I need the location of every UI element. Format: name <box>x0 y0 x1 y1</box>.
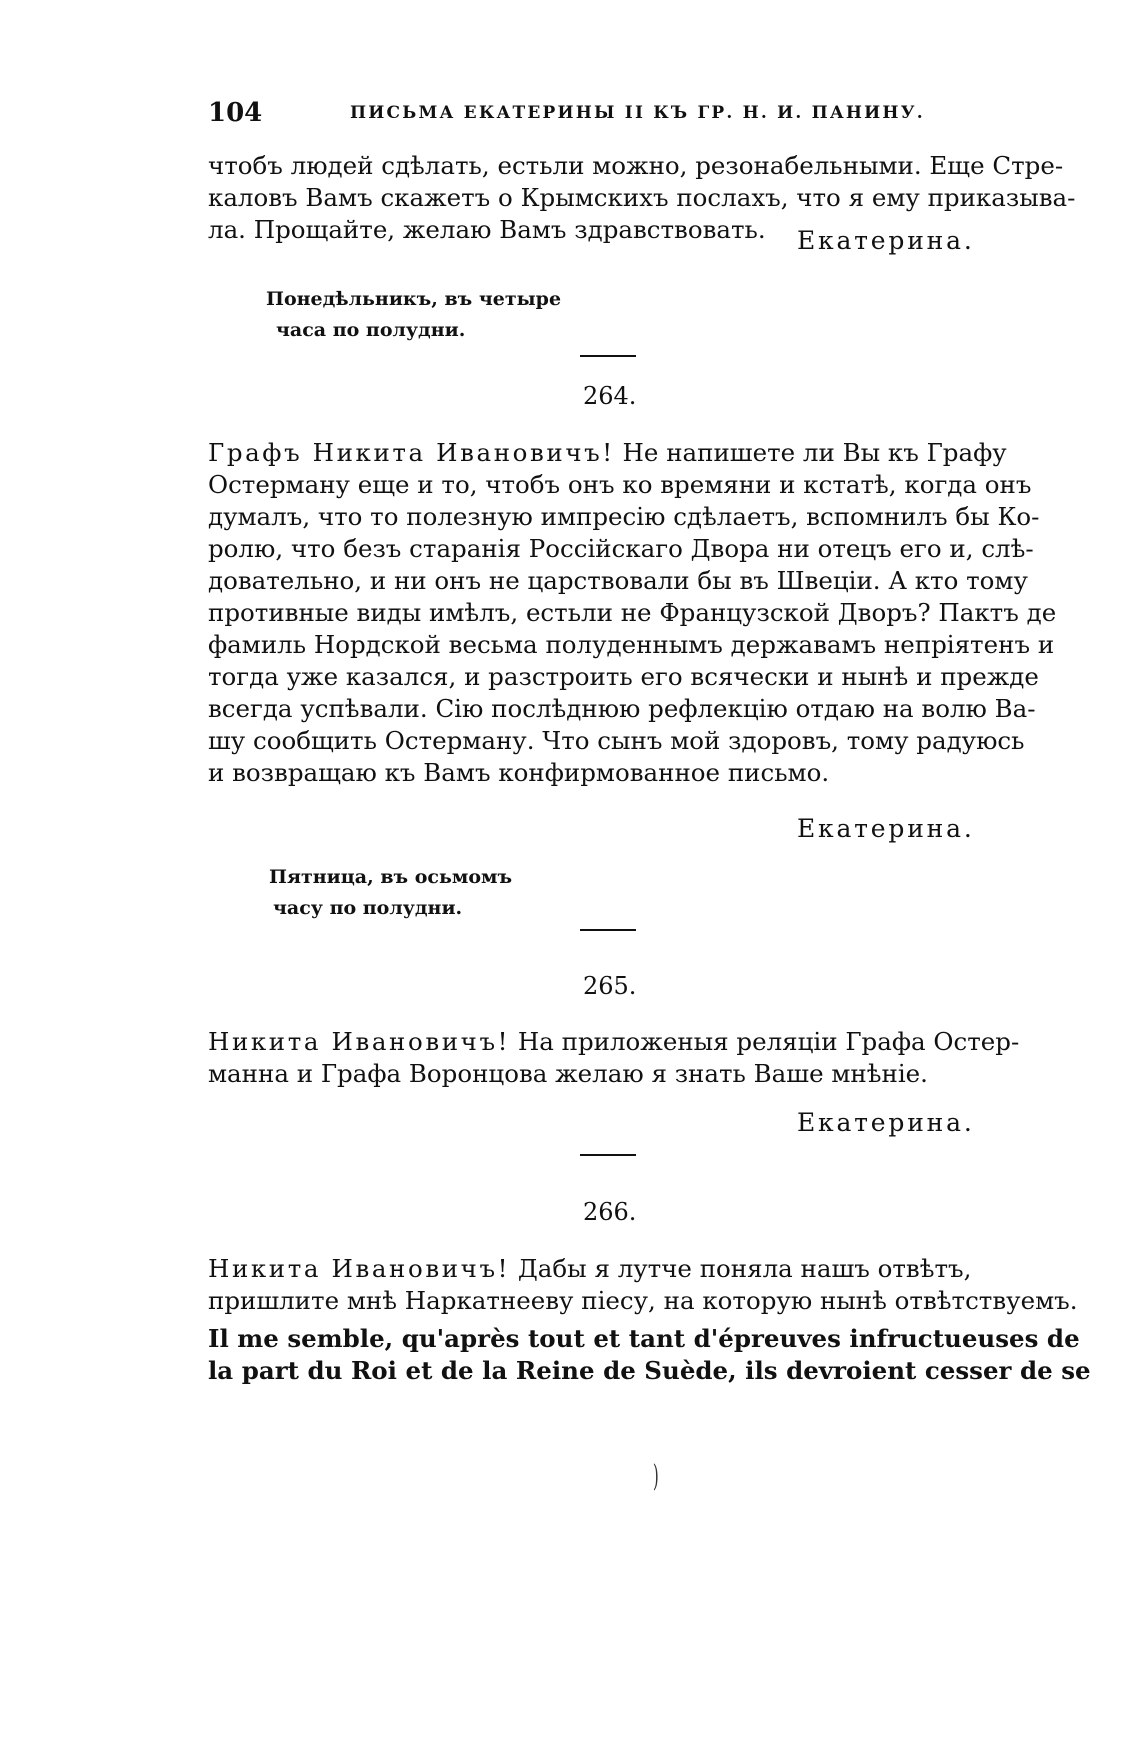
text-line <box>208 437 1007 469</box>
dateline <box>266 284 561 346</box>
section-divider <box>580 929 636 931</box>
text-line: манна и Графа Воронцова желаю я знать Ваше мнѣніе. <box>208 1059 928 1088</box>
text-line: шу сообщить Остерману. Что сынъ мой здоровъ, тому радуюсь <box>208 726 1025 755</box>
text-line: пришлите мнѣ Наркатнееву піесу, на которую нынѣ отвѣтствуемъ. <box>208 1286 1078 1315</box>
dateline-line: часа по полудни. <box>276 319 466 341</box>
dateline-line: часу по полудни. <box>273 897 463 919</box>
text-line: Остерману еще и то, чтобъ онъ ко времяни и кстатѣ, когда онъ <box>208 470 1032 499</box>
text-line <box>208 1253 972 1285</box>
dateline-line: Пятница, въ осьмомъ <box>269 866 513 888</box>
salutation: Графъ Никита Ивановичъ! <box>208 438 615 467</box>
signature: Екатерина. <box>797 814 975 843</box>
text-line: и возвращаю къ Вамъ конфирмованное письмо. <box>208 758 830 787</box>
text-line: Il me semble, qu'après tout et tant d'épreuves infructueuses de <box>208 1324 1080 1353</box>
stray-ink-mark: ) <box>652 1459 659 1494</box>
letter-number: 264. <box>583 382 637 410</box>
text-line: чтобъ людей сдѣлать, естьли можно, резонабельными. Еще Стре- <box>208 151 1064 180</box>
text-line: каловъ Вамъ скажетъ о Крымскихъ послахъ, что я ему приказыва- <box>208 183 1076 212</box>
letter-264-body <box>208 437 1057 789</box>
salutation: Никита Ивановичъ! <box>208 1254 511 1283</box>
text-line: думалъ, что то полезную импресію сдѣлаетъ, вспомнилъ бы Ко- <box>208 502 1040 531</box>
french-paragraph <box>208 1323 1091 1387</box>
dateline <box>269 862 512 924</box>
signature: Екатерина. <box>797 226 975 255</box>
letter-266-body <box>208 1253 1078 1317</box>
text-line: ла. Прощайте, желаю Вамъ здравствовать. <box>208 215 766 244</box>
letter-265-body <box>208 1026 1020 1090</box>
text-line: тогда уже казался, и разстроить его всячески и нынѣ и прежде <box>208 662 1039 691</box>
running-head: ПИСЬМА ЕКАТЕРИНЫ II КЪ ГР. Н. И. ПАНИНУ. <box>350 103 925 123</box>
text-line: противные виды имѣлъ, естьли не Французской Дворъ? Пактъ де <box>208 598 1057 627</box>
signature: Екатерина. <box>797 1108 975 1137</box>
text-line <box>208 1026 1020 1058</box>
page-header <box>208 98 960 128</box>
letter-number: 265. <box>583 972 637 1000</box>
letter-number: 266. <box>583 1198 637 1226</box>
text-fragment: На приложеныя реляціи Графа Остер- <box>517 1027 1020 1056</box>
text-line: la part du Roi et de la Reine de Suède, ils devroient cesser de se <box>208 1356 1091 1385</box>
text-line: ролю, что безъ старанія Россійскаго Двора ни отецъ его и, слѣ- <box>208 534 1034 563</box>
text-line: всегда успѣвали. Сію послѣднюю рефлекцію отдаю на волю Ва- <box>208 694 1036 723</box>
text-line: фамиль Нордской весьма полуденнымъ державамъ непріятенъ и <box>208 630 1055 659</box>
text-fragment: Дабы я лутче поняла нашъ отвѣтъ, <box>517 1254 972 1283</box>
text-fragment: Не напишете ли Вы къ Графу <box>622 438 1007 467</box>
section-divider <box>580 355 636 357</box>
salutation: Никита Ивановичъ! <box>208 1027 511 1056</box>
section-divider <box>580 1154 636 1156</box>
dateline-line: Понедѣльникъ, въ четыре <box>266 288 562 310</box>
page-number: 104 <box>208 98 263 128</box>
text-line: довательно, и ни онъ не царствовали бы въ Швеціи. А кто тому <box>208 566 1028 595</box>
